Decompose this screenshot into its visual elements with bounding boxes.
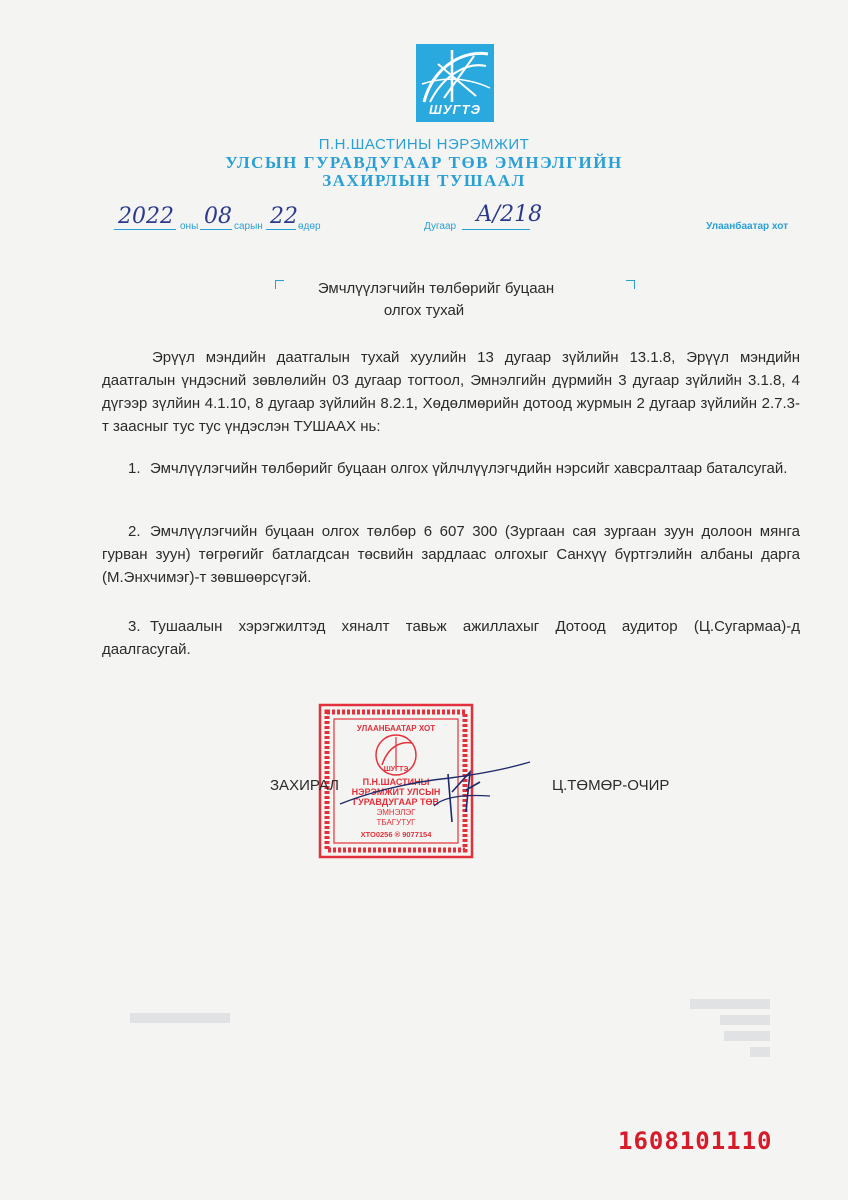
number-label: Дугаар bbox=[424, 221, 457, 232]
city-name: Улаанбаатар хот bbox=[706, 221, 788, 232]
preamble-paragraph: Эрүүл мэндийн даатгалын тухай хуулийн 13 дугаар зүйлийн 13.1.8, Эрүүл мэндийн даатгалын үндэсний зөвлөлийн 03 дугаар тогтоол, Эмнэлгийн дүрмийн 3 дугаар зүйлийн 3.1.8, 4 дүгээр зүлйин 4.1.10, 8 дугаар зүйлийн 8.2.1, Хөдөлмөрийн дотоод журмын 2 дугаар зүйлийн 2.7.3-т заасныг тус тус үндэслэн ТУШААХ нь: bbox=[102, 349, 800, 435]
logo-text: ШУГТЭ bbox=[429, 102, 481, 117]
number-underline bbox=[462, 229, 530, 230]
date-day: 22 bbox=[270, 204, 298, 229]
stamp-logo-text: ШУГТЭ bbox=[383, 766, 409, 773]
month-underline bbox=[200, 229, 232, 230]
stamp-line-3: ГУРАВДУГААР ТӨВ bbox=[353, 797, 439, 807]
stamp-line-6: ХТО0256 ® 9077154 bbox=[360, 830, 432, 839]
subject-line-1: Эмчлүүлэгчийн төлбөрийг буцаан bbox=[317, 280, 555, 297]
order-item-2 bbox=[102, 520, 800, 589]
date-month: 08 bbox=[204, 204, 232, 229]
month-suffix: сарын bbox=[234, 221, 263, 232]
year-suffix: оны bbox=[180, 221, 199, 232]
bleed-through-mark-2 bbox=[128, 1010, 238, 1026]
bleed-through-marks bbox=[590, 995, 780, 1065]
item-number: 2. bbox=[128, 523, 141, 540]
item-text: Эмчлүүлэгчийн төлбөрийг буцаан олгох үйлчлүүлэгчдийн нэрсийг хавсралтаар баталсугай. bbox=[150, 460, 788, 477]
stamp-line-1: П.Н.ШАСТИНЫ bbox=[362, 777, 430, 787]
item-text: Эмчлүүлэгчийн буцаан олгох төлбөр 6 607 300 (Зургаан сая зургаан зуун долоон мянга гурван зуун) төгрөгийг батлагдсан төсвийн зардлаас олгохыг Санхүү бүртгэлийн албаны дарга (М.Энхчимэг)-т зөвшөөрсүгэй. bbox=[102, 523, 800, 586]
stamp-line-2: НЭРЭМЖИТ УЛСЫН bbox=[351, 787, 441, 797]
date-year: 2022 bbox=[118, 204, 174, 229]
stamp-line-4: ЭМНЭЛЭГ bbox=[376, 808, 416, 817]
subject-line-2: олгох тухай bbox=[383, 302, 465, 319]
order-item-3 bbox=[102, 615, 800, 661]
day-underline bbox=[266, 229, 296, 230]
stamp-line-5: ТБАГУТУГ bbox=[376, 818, 416, 827]
item-number: 1. bbox=[128, 460, 141, 477]
handwritten-signature bbox=[330, 752, 540, 832]
org-line-2: УЛСЫН ГУРАВДУГААР ТӨВ ЭМНЭЛГИЙН bbox=[225, 153, 623, 172]
org-line-1: П.Н.ШАСТИНЫ НЭРЭМЖИТ bbox=[318, 136, 530, 153]
subject bbox=[0, 278, 848, 322]
serial-number: 1608101110 bbox=[618, 1127, 773, 1155]
order-title: ЗАХИРЛЫН ТУШААЛ bbox=[322, 171, 526, 190]
hospital-logo bbox=[416, 44, 494, 122]
order-number: А/218 bbox=[476, 202, 543, 227]
stamp-top-text: УЛААНБААТАР ХОТ bbox=[356, 724, 436, 733]
item-number: 3. bbox=[128, 618, 141, 635]
order-item-1 bbox=[102, 457, 800, 480]
signatory-name: Ц.ТӨМӨР-ОЧИР bbox=[552, 777, 670, 794]
item-text: Тушаалын хэрэгжилтэд хяналт тавьж ажиллахыг Дотоод аудитор (Ц.Сугармаа)-д даалгасугай. bbox=[102, 618, 800, 658]
day-suffix: өдөр bbox=[298, 221, 321, 232]
signatory-role: ЗАХИРАЛ bbox=[270, 777, 340, 794]
year-underline bbox=[114, 229, 176, 230]
